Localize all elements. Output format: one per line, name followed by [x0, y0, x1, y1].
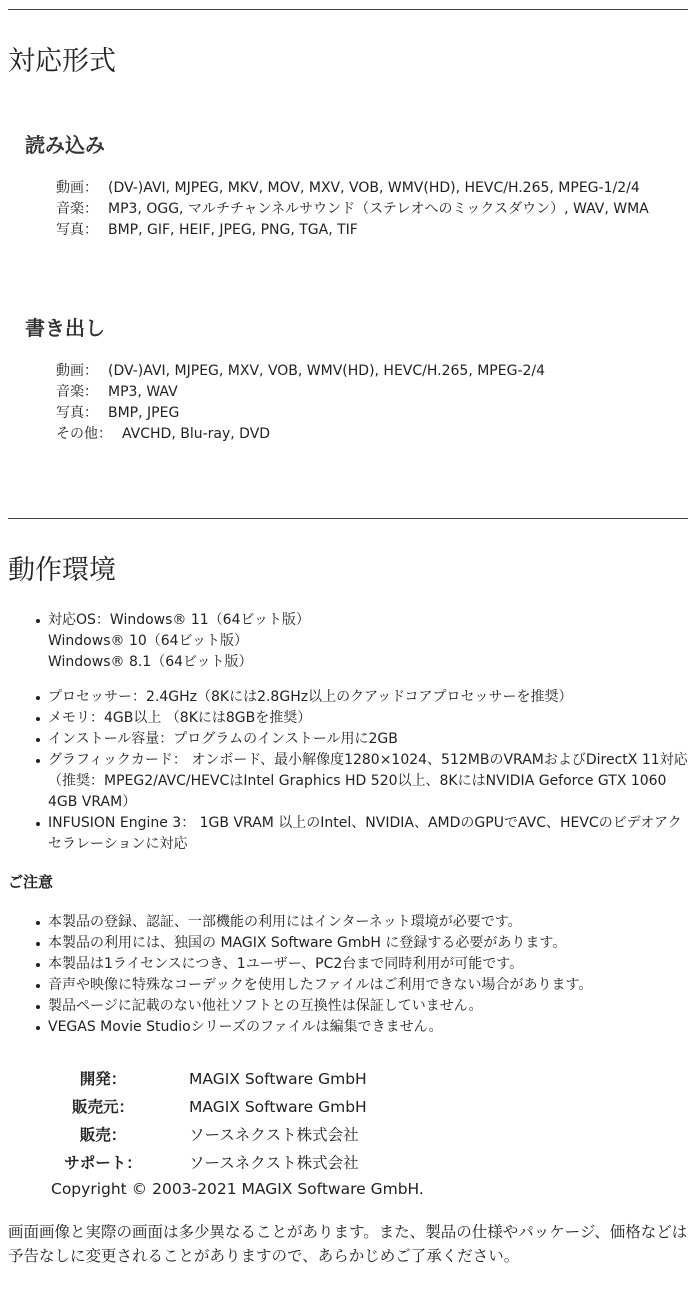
os-line: 対応OS：Windows® 11（64ビット版） — [48, 612, 310, 628]
divider-middle — [8, 518, 688, 519]
table-row — [25, 1149, 525, 1177]
list-item — [56, 403, 656, 424]
list-item — [56, 361, 656, 382]
list-item: 製品ページに記載のない他社ソフトとの互換性は保証していません。 — [48, 996, 693, 1017]
format-label: 動画： — [56, 363, 98, 379]
list-item — [56, 220, 656, 241]
format-label: 音楽： — [56, 384, 98, 400]
list-item: 本製品の登録、認証、一部機能の利用にはインターネット環境が必要です。 — [48, 912, 693, 933]
list-item — [56, 382, 656, 403]
format-value: BMP, GIF, HEIF, JPEG, PNG, TGA, TIF — [108, 222, 358, 238]
import-format-list — [56, 178, 656, 241]
os-line: Windows® 8.1（64ビット版） — [48, 654, 253, 670]
credit-key: 販売： — [79, 1126, 127, 1144]
notes-title: ご注意 — [8, 873, 54, 891]
format-label: 動画： — [56, 180, 98, 196]
notes-list — [48, 912, 693, 1038]
format-value: MP3, OGG, マルチチャンネルサウンド（ステレオへのミックスダウン）, WAV, WMA — [108, 201, 649, 217]
export-title: 書き出し — [25, 316, 105, 340]
list-item: プロセッサー：2.4GHz（8Kには2.8GHz以上のクアッドコアプロセッサーを推奨） — [48, 687, 693, 708]
format-label: 写真： — [56, 405, 98, 421]
format-value: (DV-)AVI, MJPEG, MXV, VOB, WMV(HD), HEVC/H.265, MPEG-2/4 — [108, 363, 546, 379]
credit-value: ソースネクスト株式会社 — [189, 1126, 359, 1144]
list-item: VEGAS Movie Studioシリーズのファイルは編集できません。 — [48, 1017, 693, 1038]
credit-value: MAGIX Software GmbH — [189, 1070, 367, 1088]
list-item — [56, 178, 656, 199]
credit-key: 販売元： — [71, 1098, 134, 1116]
os-line: Windows® 10（64ビット版） — [48, 633, 249, 649]
divider-top — [8, 9, 688, 10]
list-item: グラフィックカード： オンボード、最小解像度1280×1024、512MBのVRAMおよびDirectX 11対応（推奨：MPEG2/AVC/HEVCはIntel Graphics HD 520以上、8KにはNVIDIA Geforce GTX 1060 4GB VRAM） — [48, 750, 693, 813]
list-item — [56, 199, 656, 220]
list-item-os — [48, 610, 693, 673]
export-format-list — [56, 361, 656, 445]
list-item: INFUSION Engine 3： 1GB VRAM 以上のIntel、NVIDIA、AMDのGPUでAVC、HEVCのビデオアクセラレーションに対応 — [48, 813, 693, 855]
format-value: MP3, WAV — [108, 384, 178, 400]
footer-note: 画面画像と実際の画面は多少異なることがあります。また、製品の仕様やパッケージ、価格などは予告なしに変更されることがありますので、あらかじめご了承ください。 — [8, 1223, 688, 1265]
formats-title: 対応形式 — [8, 46, 116, 77]
import-title: 読み込み — [25, 133, 105, 157]
table-row — [25, 1093, 525, 1121]
list-item — [56, 424, 656, 445]
copyright: Copyright © 2003-2021 MAGIX Software GmbH. — [51, 1180, 424, 1198]
list-item: 本製品の利用には、独国の MAGIX Software GmbH に登録する必要があります。 — [48, 933, 693, 954]
credit-key: サポート： — [64, 1154, 142, 1172]
list-item: 本製品は1ライセンスにつき、1ユーザー、PC2台まで同時利用が可能です。 — [48, 954, 693, 975]
format-label: 写真： — [56, 222, 98, 238]
list-item: インストール容量：プログラムのインストール用に2GB — [48, 729, 693, 750]
format-value: BMP, JPEG — [108, 405, 180, 421]
format-label: その他： — [56, 426, 112, 442]
credit-value: MAGIX Software GmbH — [189, 1098, 367, 1116]
credit-value: ソースネクスト株式会社 — [189, 1154, 359, 1172]
requirements-list — [48, 610, 693, 855]
requirements-title: 動作環境 — [8, 555, 116, 586]
table-row — [25, 1065, 525, 1093]
table-row — [25, 1121, 525, 1149]
credits-table — [25, 1065, 525, 1177]
list-item: メモリ：4GB以上 （8Kには8GBを推奨） — [48, 708, 693, 729]
format-label: 音楽： — [56, 201, 98, 217]
credit-key: 開発： — [79, 1070, 127, 1088]
list-item: 音声や映像に特殊なコーデックを使用したファイルはご利用できない場合があります。 — [48, 975, 693, 996]
format-value: AVCHD, Blu-ray, DVD — [122, 426, 271, 442]
format-value: (DV-)AVI, MJPEG, MKV, MOV, MXV, VOB, WMV(HD), HEVC/H.265, MPEG-1/2/4 — [108, 180, 640, 196]
